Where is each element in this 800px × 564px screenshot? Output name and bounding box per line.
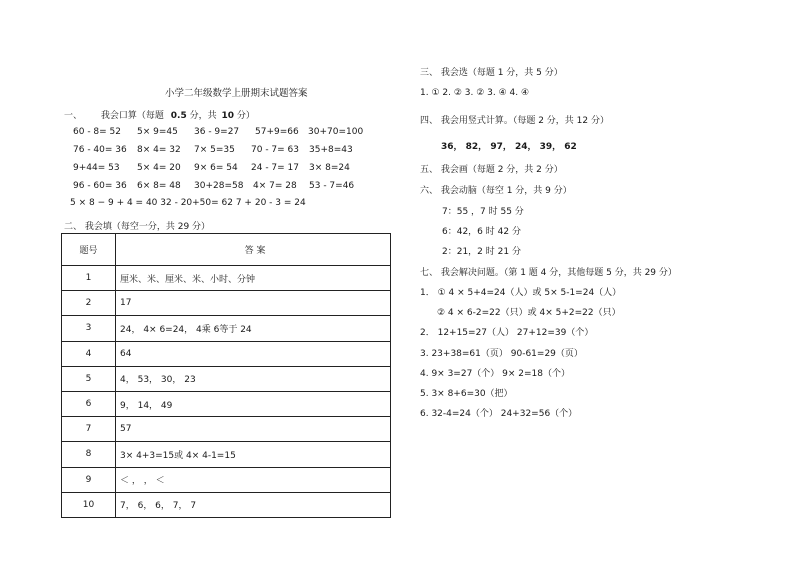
section-7-answer: 3. 23+38=61（页） 90-61=29（页） [420, 349, 583, 359]
section-5-heading: 五、 我会画（每题 2 分，共 2 分） [420, 165, 563, 175]
section-6-answer: 2：21，2 时 21 分 [442, 247, 521, 257]
row-answer: 7， 6， 6， 7， 7 [116, 492, 391, 517]
row-num: 9 [62, 467, 116, 492]
calc-item: 30+28=58 [194, 181, 244, 191]
table-header-num: 题号 [62, 234, 116, 266]
table-header-answer: 答 案 [116, 234, 391, 266]
row-num: 8 [62, 442, 116, 467]
calc-item: 24 - 7= 17 [251, 163, 300, 173]
table-row [62, 291, 391, 316]
row-num: 3 [62, 316, 116, 341]
row-answer: 9， 14， 49 [116, 391, 391, 416]
row-answer: 24， 4× 6=24， 4乘 6等于 24 [116, 316, 391, 341]
calc-item: 4× 7= 28 [253, 181, 297, 191]
section-4-answers: 36， 82， 97， 24， 39， 62 [441, 142, 577, 152]
calc-item: 70 - 7= 63 [251, 145, 300, 155]
calc-item: 8× 4= 32 [137, 145, 181, 155]
table-row [62, 341, 391, 366]
section-4-heading: 四、 我会用竖式计算。（每题 2 分，共 12 分） [420, 116, 609, 126]
table-row [62, 417, 391, 442]
row-num: 6 [62, 391, 116, 416]
row-answer: 57 [116, 417, 391, 442]
row-answer: 4， 53， 30， 23 [116, 366, 391, 391]
calc-item: 57+9=66 [255, 127, 299, 137]
row-num: 10 [62, 492, 116, 517]
row-answer: 17 [116, 291, 391, 316]
calc-item: 9+44= 53 [73, 163, 120, 173]
section-6-heading: 六、 我会动脑（每空 1 分，共 9 分） [420, 186, 572, 196]
section-1-score: 0.5 [170, 111, 187, 121]
section-1-end: 分） [236, 111, 255, 121]
page-title: 小学二年级数学上册期末试题答案 [165, 88, 308, 99]
calc-item: 36 - 9=27 [194, 127, 240, 137]
row-num: 7 [62, 417, 116, 442]
table-row [62, 266, 391, 291]
section-7-answer: 4. 9× 3=27（个） 9× 2=18（个） [420, 369, 571, 379]
calc-item: 30+70=100 [308, 127, 364, 137]
calc-item: 6× 8= 48 [137, 181, 181, 191]
section-2-heading: 二、 我会填（每空一分，共 29 分） [64, 222, 211, 232]
section-1-heading [64, 108, 255, 121]
calc-item: 3× 8=24 [309, 163, 350, 173]
section-1-label: 我会口算（每题 [100, 111, 164, 121]
section-7-answer: ② 4 × 6-2=22（只）或 4× 5+2=22（只） [437, 308, 621, 318]
answer-table [61, 233, 391, 518]
row-num: 4 [62, 341, 116, 366]
row-answer: ＜ ， ， ＜ [116, 467, 391, 492]
section-6-answer: 7：55 ，7 时 55 分 [442, 207, 524, 217]
table-row [62, 442, 391, 467]
section-6-answer: 6：42，6 时 42 分 [442, 227, 521, 237]
table-row [62, 492, 391, 517]
section-1-unit: 分，共 [189, 111, 217, 121]
calc-item: 96 - 60= 36 [73, 181, 127, 191]
table-row [62, 467, 391, 492]
calc-item: 7× 5=35 [194, 145, 235, 155]
section-7-answer: 2． 12+15=27（人） 27+12=39（个） [420, 328, 594, 338]
row-answer: 64 [116, 341, 391, 366]
row-answer: 厘米、米、厘米、米、小时、分钟 [116, 266, 391, 291]
row-num: 5 [62, 366, 116, 391]
table-row [62, 366, 391, 391]
table-row [62, 391, 391, 416]
row-answer: 3× 4+3=15或 4× 4-1=15 [116, 442, 391, 467]
calc-item: 5× 9=45 [137, 127, 178, 137]
section-3-answers: 1. ① 2. ② 3. ② 3. ④ 4. ④ [420, 88, 530, 98]
calc-item: 76 - 40= 36 [73, 145, 127, 155]
section-3-heading: 三、 我会选（每题 1 分，共 5 分） [420, 68, 563, 78]
table-header-row [62, 234, 391, 266]
calc-item: 5× 4= 20 [137, 163, 181, 173]
section-1-total: 10 [221, 111, 235, 121]
row-num: 1 [62, 266, 116, 291]
section-7-heading: 七、 我会解决问题。（第 1 题 4 分，其他每题 5 分，共 29 分） [420, 268, 677, 278]
calc-item: 35+8=43 [309, 145, 353, 155]
section-7-answer: 5. 3× 8+6=30（把） [420, 389, 513, 399]
section-7-answer: 1． ① 4 × 5+4=24（人）或 5× 5-1=24（人） [420, 288, 622, 298]
table-row [62, 316, 391, 341]
calc-item: 53 - 7=46 [309, 181, 355, 191]
calc-row-5: 5 × 8 − 9 + 4 = 40 32 - 20+50= 62 7 + 20 - 3 = 24 [70, 198, 306, 208]
row-num: 2 [62, 291, 116, 316]
section-1-number: 一、 [64, 111, 83, 121]
calc-item: 60 - 8= 52 [73, 127, 122, 137]
calc-item: 9× 6= 54 [194, 163, 238, 173]
section-7-answer: 6. 32-4=24（个） 24+32=56（个） [420, 409, 578, 419]
